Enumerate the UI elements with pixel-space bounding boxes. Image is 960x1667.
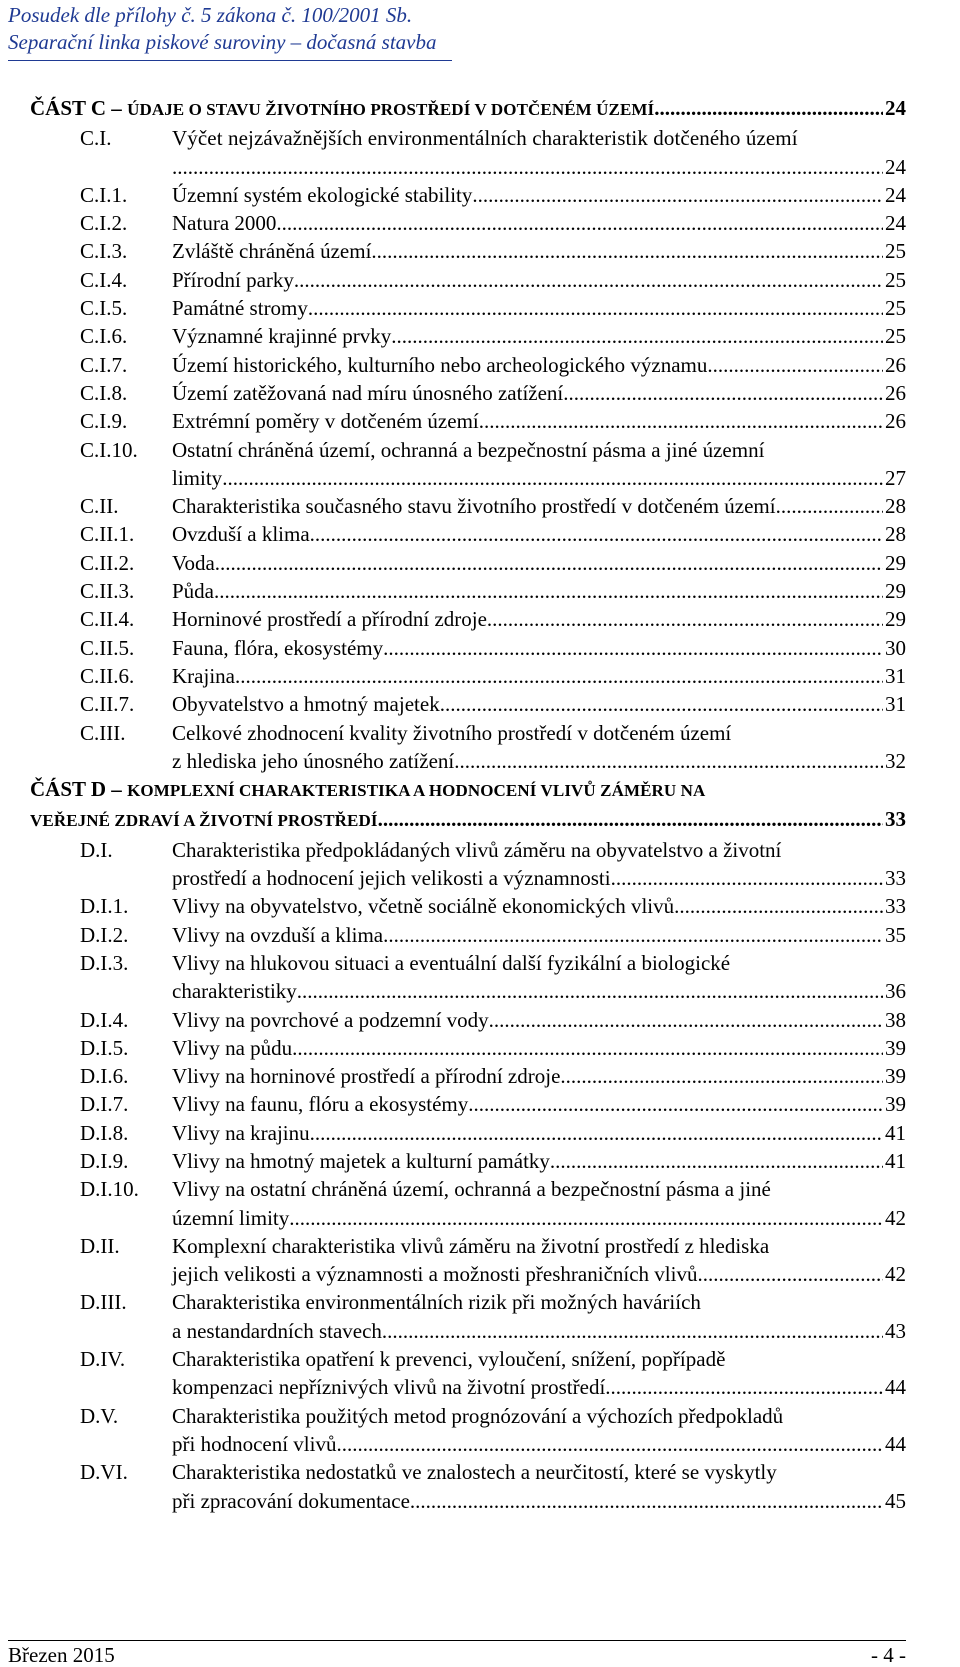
toc-page: 33 — [885, 866, 906, 891]
toc-code: D.I.3. — [80, 950, 129, 975]
toc-page: 38 — [885, 1007, 906, 1032]
leader-dots — [454, 747, 883, 775]
toc-entry-d-i-1[interactable] — [30, 892, 906, 920]
leader-dots — [391, 322, 883, 350]
toc-entry-c-i[interactable] — [30, 124, 906, 181]
toc-code: D.I.8. — [80, 1120, 129, 1145]
toc-entry-c-i-6[interactable] — [30, 322, 906, 350]
toc-code: D.VI. — [80, 1460, 128, 1485]
leader-dots — [674, 892, 883, 920]
leader-dots — [222, 464, 883, 492]
toc-text: Vlivy na obyvatelstvo, včetně sociálně ekonomických vlivů — [172, 894, 675, 919]
toc-text: a nestandardních stavech — [172, 1318, 382, 1343]
toc-page: 44 — [885, 1431, 906, 1456]
toc-text: Natura 2000 — [172, 211, 277, 236]
toc-entry-d-i-2[interactable] — [30, 921, 906, 949]
toc-text: Obyvatelstvo a hmotný majetek — [172, 692, 440, 717]
toc-entry-c-i-3[interactable] — [30, 237, 906, 265]
leader-dots — [308, 294, 883, 322]
leader-dots — [297, 977, 883, 1005]
toc-code: D.III. — [80, 1290, 127, 1315]
toc-text: Extrémní poměry v dotčeném území — [172, 409, 479, 434]
toc-text: Fauna, flóra, ekosystémy — [172, 635, 384, 660]
toc-text: Zvláště chráněná území — [172, 239, 372, 264]
leader-dots — [294, 266, 883, 294]
toc-page: 42 — [885, 1262, 906, 1287]
leader-dots — [611, 864, 883, 892]
toc-code: D.I.10. — [80, 1177, 139, 1202]
toc-code: C.I.6. — [80, 324, 128, 349]
toc-page: 44 — [885, 1375, 906, 1400]
toc-entry-c-i-1[interactable] — [30, 181, 906, 209]
toc-code: D.IV. — [80, 1347, 126, 1372]
toc-code: C.II.6. — [80, 663, 135, 688]
toc-page: 24 — [885, 96, 906, 120]
toc-text: Územní systém ekologické stability — [172, 182, 473, 207]
toc-page: 25 — [885, 324, 906, 349]
toc-code: C.II.5. — [80, 635, 135, 660]
leader-dots — [235, 662, 883, 690]
leader-dots — [560, 1062, 883, 1090]
leader-dots — [440, 690, 883, 718]
toc-page: 29 — [885, 550, 906, 575]
toc-code: C.I.10. — [80, 437, 138, 462]
toc-text: Charakteristika nedostatků ve znalostech a neurčitostí, které se vyskytly — [172, 1460, 777, 1485]
toc-entry-c-ii-3[interactable] — [30, 577, 906, 605]
toc-page: 39 — [885, 1035, 906, 1060]
toc-text: prostředí a hodnocení jejich velikosti a významnosti — [172, 866, 611, 891]
leader-dots — [276, 209, 883, 237]
toc-entry-c-ii[interactable] — [30, 492, 906, 520]
toc-page: 43 — [885, 1318, 906, 1343]
toc-text: Horninové prostředí a přírodní zdroje — [172, 607, 487, 632]
toc-entry-c-i-5[interactable] — [30, 294, 906, 322]
leader-dots — [654, 94, 883, 122]
toc-entry-c-i-10[interactable] — [30, 436, 906, 493]
toc-entry-d-iii[interactable] — [30, 1288, 906, 1345]
leader-dots — [489, 1006, 883, 1034]
toc-text: limity — [172, 465, 223, 490]
toc-text: charakteristiky — [172, 979, 297, 1004]
toc-text: při zpracování dokumentace — [172, 1488, 410, 1513]
leader-dots — [776, 492, 883, 520]
toc-page: 42 — [885, 1205, 906, 1230]
toc-page: 41 — [885, 1120, 906, 1145]
leader-dots — [310, 520, 883, 548]
toc-code: C.II.4. — [80, 607, 135, 632]
toc-code: ČÁST D – — [30, 777, 128, 802]
toc-text: Vlivy na krajinu — [172, 1120, 310, 1145]
toc-text: Charakteristika opatření k prevenci, vyloučení, snížení, popřípadě — [172, 1347, 726, 1372]
toc-text: Vlivy na horninové prostředí a přírodní zdroje — [172, 1064, 561, 1089]
toc-text: Půda — [172, 579, 214, 604]
leader-dots — [292, 1034, 883, 1062]
leader-dots — [336, 1430, 883, 1458]
toc-page: 29 — [885, 579, 906, 604]
page-header — [8, 2, 452, 61]
leader-dots — [550, 1147, 883, 1175]
toc-page: 33 — [885, 807, 906, 832]
toc-entry-d-i-3[interactable] — [30, 949, 906, 1006]
toc-code: D.I.6. — [80, 1064, 129, 1089]
toc-text: Přírodní parky — [172, 267, 294, 292]
toc-code: D.I.1. — [80, 894, 129, 919]
toc-part-d[interactable] — [30, 775, 906, 836]
toc-code: C.I.8. — [80, 380, 128, 405]
toc-code: C.I.5. — [80, 296, 128, 321]
toc-code: C.I.9. — [80, 409, 128, 434]
toc-text: Památné stromy — [172, 296, 308, 321]
toc-text: Komplexní charakteristika vlivů záměru na životní prostředí z hlediska — [172, 1233, 770, 1258]
toc-code: C.I.7. — [80, 352, 128, 377]
leader-dots — [605, 1373, 883, 1401]
toc-entry-d-v[interactable] — [30, 1402, 906, 1459]
leader-dots — [383, 634, 883, 662]
toc-text: Charakteristika současného stavu životního prostředí v dotčeném území — [172, 494, 776, 519]
toc-code: D.I.4. — [80, 1007, 129, 1032]
toc-text: Charakteristika předpokládaných vlivů záměru na obyvatelstvo a životní — [172, 837, 782, 862]
toc-entry-c-ii-2[interactable] — [30, 549, 906, 577]
toc-title: ÚDAJE O STAVU ŽIVOTNÍHO PROSTŘEDÍ V DOTČENÉM ÚZEMÍ — [127, 100, 655, 119]
toc-text: Vlivy na faunu, flóru a ekosystémy — [172, 1092, 469, 1117]
toc-page: 27 — [885, 465, 906, 490]
toc-code: D.V. — [80, 1403, 119, 1428]
toc-page: 33 — [885, 894, 906, 919]
toc-entry-c-ii-5[interactable] — [30, 634, 906, 662]
toc-entry-c-i-2[interactable] — [30, 209, 906, 237]
toc-code: D.I.2. — [80, 922, 129, 947]
leader-dots — [215, 549, 883, 577]
toc-page: 39 — [885, 1092, 906, 1117]
toc-entry-d-iv[interactable] — [30, 1345, 906, 1402]
leader-dots — [472, 181, 883, 209]
leader-dots — [410, 1487, 883, 1515]
toc-entry-c-ii-6[interactable] — [30, 662, 906, 690]
toc-entry-c-i-9[interactable] — [30, 407, 906, 435]
toc-text: Krajina — [172, 663, 235, 688]
toc-title: KOMPLEXNÍ CHARAKTERISTIKA A HODNOCENÍ VLIVŮ ZÁMĚRU NA — [127, 781, 706, 801]
toc-text: Charakteristika použitých metod prognózování a výchozích předpokladů — [172, 1403, 784, 1428]
toc-page: 32 — [885, 748, 906, 773]
toc-code: C.I.3. — [80, 239, 128, 264]
toc-text: Vlivy na povrchové a podzemní vody — [172, 1007, 489, 1032]
leader-dots — [697, 1260, 883, 1288]
header-title: Posudek dle přílohy č. 5 zákona č. 100/2001 Sb. — [8, 3, 413, 27]
leader-dots — [172, 153, 883, 181]
toc-text: Vlivy na hmotný majetek a kulturní památky — [172, 1148, 550, 1173]
toc-code: D.I.7. — [80, 1092, 129, 1117]
toc-code: D.II. — [80, 1233, 120, 1258]
toc-entry-d-vi[interactable] — [30, 1458, 906, 1515]
toc-page: 25 — [885, 267, 906, 292]
toc-entry-d-ii[interactable] — [30, 1232, 906, 1289]
leader-dots — [382, 1317, 883, 1345]
leader-dots — [289, 1204, 883, 1232]
footer-rule — [8, 1640, 906, 1641]
toc-text: Území zatěžovaná nad míru únosného zatížení — [172, 380, 564, 405]
toc-text: Ostatní chráněná území, ochranná a bezpečnostní pásma a jiné územní — [172, 437, 765, 462]
header-rule — [8, 60, 452, 61]
leader-dots — [310, 1119, 883, 1147]
toc-code: C.I. — [80, 126, 112, 151]
toc-page: 26 — [885, 409, 906, 434]
toc-text: Celkové zhodnocení kvality životního prostředí v dotčeném území — [172, 720, 732, 745]
toc-page: 29 — [885, 607, 906, 632]
toc-page: 26 — [885, 380, 906, 405]
toc-page: 35 — [885, 922, 906, 947]
toc-code: D.I. — [80, 837, 113, 862]
toc-code: C.II.7. — [80, 692, 135, 717]
table-of-contents — [30, 94, 906, 1515]
toc-text: územní limity — [172, 1205, 290, 1230]
toc-entry-c-i-8[interactable] — [30, 379, 906, 407]
toc-page: 28 — [885, 522, 906, 547]
toc-text: Výčet nejzávažnějších environmentálních charakteristik dotčeného území — [172, 126, 798, 151]
toc-page: 45 — [885, 1488, 906, 1513]
toc-page: 24 — [885, 211, 906, 236]
toc-page: 39 — [885, 1064, 906, 1089]
leader-dots — [487, 605, 883, 633]
toc-page: 41 — [885, 1148, 906, 1173]
leader-dots — [378, 805, 883, 833]
footer-page-number: - 4 - — [871, 1643, 906, 1667]
toc-code: ČÁST C – — [30, 96, 128, 120]
toc-entry-c-i-4[interactable] — [30, 266, 906, 294]
toc-code: C.II.2. — [80, 550, 135, 575]
toc-page: 36 — [885, 979, 906, 1004]
leader-dots — [479, 407, 883, 435]
toc-code: C.II. — [80, 494, 119, 519]
toc-code: C.I.4. — [80, 267, 128, 292]
toc-page: 26 — [885, 352, 906, 377]
toc-text: Vlivy na ovzduší a klima — [172, 922, 384, 947]
leader-dots — [371, 237, 883, 265]
toc-entry-c-ii-7[interactable] — [30, 690, 906, 718]
toc-text: jejich velikosti a významnosti a možnosti přeshraničních vlivů — [172, 1262, 698, 1287]
toc-entry-d-i-5[interactable] — [30, 1034, 906, 1062]
toc-text: z hlediska jeho únosného zatížení — [172, 748, 455, 773]
toc-text: Vlivy na hlukovou situaci a eventuální další fyzikální a biologické — [172, 950, 731, 975]
toc-text: Významné krajinné prvky — [172, 324, 392, 349]
toc-text: při hodnocení vlivů — [172, 1431, 337, 1456]
toc-page: 24 — [885, 182, 906, 207]
toc-part-c[interactable] — [30, 94, 906, 124]
toc-code: D.I.9. — [80, 1148, 129, 1173]
toc-code: C.I.2. — [80, 211, 128, 236]
toc-text: Území historického, kulturního nebo archeologického významu — [172, 352, 708, 377]
leader-dots — [563, 379, 883, 407]
toc-entry-d-i-10[interactable] — [30, 1175, 906, 1232]
toc-code: C.II.1. — [80, 522, 135, 547]
toc-text: Voda — [172, 550, 215, 575]
toc-text: Charakteristika environmentálních rizik při možných haváriích — [172, 1290, 701, 1315]
toc-entry-d-i[interactable] — [30, 836, 906, 893]
toc-page: 30 — [885, 635, 906, 660]
toc-title: VEŘEJNÉ ZDRAVÍ A ŽIVOTNÍ PROSTŘEDÍ — [30, 811, 378, 831]
toc-code: C.I.1. — [80, 182, 128, 207]
toc-entry-d-i-4[interactable] — [30, 1006, 906, 1034]
toc-page: 25 — [885, 239, 906, 264]
leader-dots — [468, 1090, 883, 1118]
leader-dots — [383, 921, 883, 949]
toc-entry-d-i-8[interactable] — [30, 1119, 906, 1147]
toc-entry-c-ii-1[interactable] — [30, 520, 906, 548]
toc-entry-d-i-7[interactable] — [30, 1090, 906, 1118]
toc-page: 31 — [885, 663, 906, 688]
toc-page: 31 — [885, 692, 906, 717]
leader-dots — [707, 351, 883, 379]
toc-text: kompenzaci nepříznivých vlivů na životní prostředí — [172, 1375, 606, 1400]
toc-entry-c-ii-4[interactable] — [30, 605, 906, 633]
toc-entry-d-i-9[interactable] — [30, 1147, 906, 1175]
toc-code: D.I.5. — [80, 1035, 129, 1060]
toc-code: C.II.3. — [80, 579, 135, 604]
toc-text: Vlivy na půdu — [172, 1035, 293, 1060]
toc-page: 24 — [885, 154, 906, 179]
toc-text: Ovzduší a klima — [172, 522, 310, 547]
toc-code: C.III. — [80, 720, 126, 745]
toc-entry-c-i-7[interactable] — [30, 351, 906, 379]
toc-text: Vlivy na ostatní chráněná území, ochranná a bezpečnostní pásma a jiné — [172, 1177, 771, 1202]
header-subtitle: Separační linka piskové suroviny – dočasná stavba — [8, 30, 437, 54]
toc-page: 25 — [885, 296, 906, 321]
toc-entry-c-iii[interactable] — [30, 719, 906, 776]
toc-page: 28 — [885, 494, 906, 519]
leader-dots — [214, 577, 883, 605]
toc-entry-d-i-6[interactable] — [30, 1062, 906, 1090]
footer-date: Březen 2015 — [8, 1643, 115, 1667]
